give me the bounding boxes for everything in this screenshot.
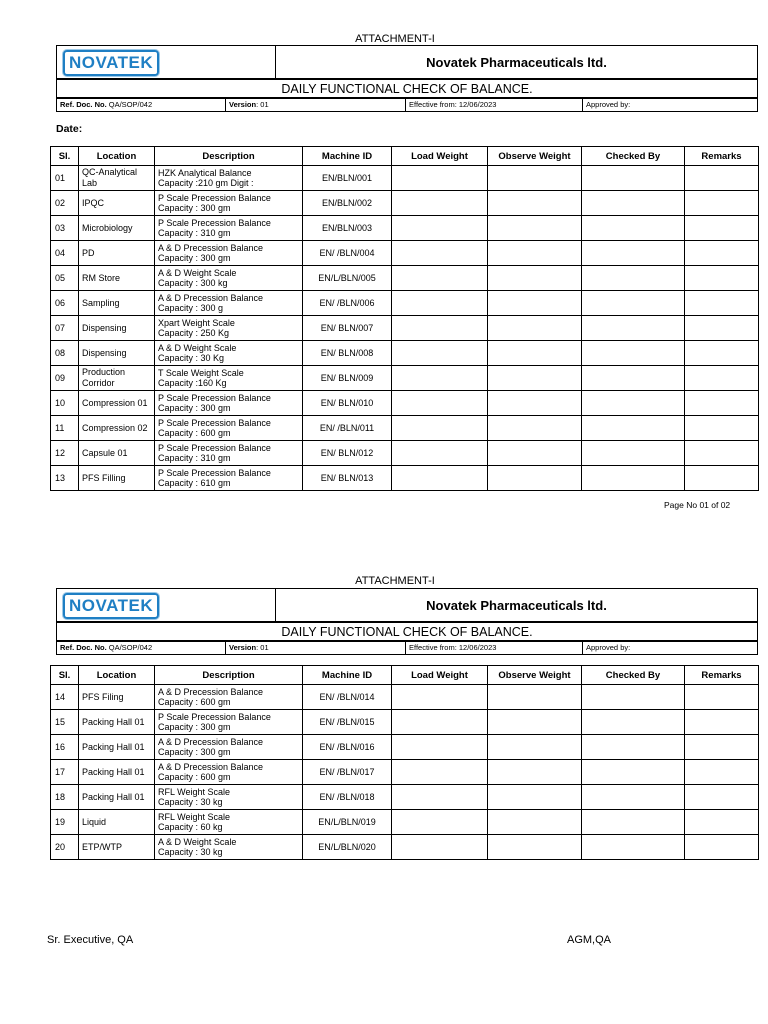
observe-weight-cell[interactable] (488, 760, 582, 785)
description-line: A & D Precession Balance (158, 687, 264, 697)
serial-cell: 19 (51, 810, 79, 835)
description-line: A & D Weight Scale (158, 268, 237, 278)
observe-weight-cell[interactable] (488, 316, 582, 341)
description-line: Capacity : 30 Kg (158, 353, 225, 363)
observe-weight-cell[interactable] (488, 366, 582, 391)
machine-id-cell: EN/ /BLN/017 (303, 760, 392, 785)
table-row (51, 316, 759, 341)
table-row (51, 441, 759, 466)
table-row (51, 835, 759, 860)
load-weight-cell[interactable] (392, 241, 488, 266)
column-header: Description (155, 147, 303, 166)
description-line: Capacity : 300 gm (158, 722, 231, 732)
reference-row (56, 640, 758, 655)
serial-cell: 02 (51, 191, 79, 216)
location-cell: Liquid (79, 810, 155, 835)
checked-by-cell[interactable] (582, 441, 685, 466)
column-header: Sl. (51, 666, 79, 685)
balance-table-page1 (50, 146, 759, 491)
load-weight-cell[interactable] (392, 291, 488, 316)
location-cell: Capsule 01 (79, 441, 155, 466)
date-label: Date: (56, 123, 83, 135)
description-cell (155, 441, 303, 466)
description-line: T Scale Weight Scale (158, 368, 244, 378)
description-line: A & D Precession Balance (158, 243, 264, 253)
observe-weight-cell[interactable] (488, 785, 582, 810)
load-weight-cell[interactable] (392, 835, 488, 860)
logo-cell (57, 589, 276, 623)
ref-doc (57, 98, 226, 112)
version-label: Version (229, 643, 257, 652)
remarks-cell[interactable] (685, 760, 759, 785)
ref-doc-label: Ref. Doc. No. (60, 643, 107, 652)
location-cell: ETP/WTP (79, 835, 155, 860)
remarks-cell[interactable] (685, 735, 759, 760)
checked-by-cell[interactable] (582, 760, 685, 785)
remarks-cell[interactable] (685, 316, 759, 341)
table-row (51, 760, 759, 785)
table-row (51, 366, 759, 391)
observe-weight-cell[interactable] (488, 166, 582, 191)
description-line: A & D Precession Balance (158, 762, 264, 772)
description-line: Capacity : 250 Kg (158, 328, 230, 338)
observe-weight-cell[interactable] (488, 466, 582, 491)
description-line: P Scale Precession Balance (158, 193, 271, 203)
remarks-cell[interactable] (685, 835, 759, 860)
table-row (51, 216, 759, 241)
table-row (51, 191, 759, 216)
column-header: Description (155, 666, 303, 685)
table-row (51, 266, 759, 291)
location-cell: Microbiology (79, 216, 155, 241)
table-row (51, 166, 759, 191)
machine-id-cell: EN/BLN/001 (303, 166, 392, 191)
serial-cell: 06 (51, 291, 79, 316)
remarks-cell[interactable] (685, 216, 759, 241)
table-row (51, 785, 759, 810)
novatek-logo: NOVATEK (63, 50, 159, 76)
table-row (51, 416, 759, 441)
load-weight-cell[interactable] (392, 166, 488, 191)
machine-id-cell: EN/ BLN/010 (303, 391, 392, 416)
approved-by: Approved by: (583, 641, 758, 655)
checked-by-cell[interactable] (582, 166, 685, 191)
document-header (56, 588, 758, 623)
remarks-cell[interactable] (685, 266, 759, 291)
table-row (51, 466, 759, 491)
machine-id-cell: EN/BLN/003 (303, 216, 392, 241)
column-header: Remarks (685, 666, 759, 685)
description-line: Xpart Weight Scale (158, 318, 235, 328)
table-row (51, 735, 759, 760)
description-line: Capacity : 310 gm (158, 453, 231, 463)
description-line: A & D Weight Scale (158, 343, 237, 353)
ref-doc-value: QA/SOP/042 (108, 643, 153, 652)
checked-by-cell[interactable] (582, 785, 685, 810)
description-line: Capacity : 300 g (158, 303, 224, 313)
serial-cell: 04 (51, 241, 79, 266)
machine-id-cell: EN/ /BLN/014 (303, 685, 392, 710)
attachment-label: ATTACHMENT-I (355, 33, 435, 45)
description-cell (155, 216, 303, 241)
serial-cell: 03 (51, 216, 79, 241)
description-line: A & D Precession Balance (158, 293, 264, 303)
observe-weight-cell[interactable] (488, 416, 582, 441)
description-line: Capacity :160 Kg (158, 378, 227, 388)
checked-by-cell[interactable] (582, 810, 685, 835)
title-block (56, 621, 758, 642)
company-name: Novatek Pharmaceuticals ltd. (276, 589, 758, 623)
load-weight-cell[interactable] (392, 760, 488, 785)
machine-id-cell: EN/ BLN/013 (303, 466, 392, 491)
description-cell (155, 810, 303, 835)
ref-doc-value: QA/SOP/042 (108, 100, 153, 109)
checked-by-cell[interactable] (582, 341, 685, 366)
location-cell: Compression 02 (79, 416, 155, 441)
description-cell (155, 341, 303, 366)
serial-cell: 17 (51, 760, 79, 785)
table-row (51, 341, 759, 366)
load-weight-cell[interactable] (392, 266, 488, 291)
location-cell: Packing Hall 01 (79, 785, 155, 810)
description-cell (155, 266, 303, 291)
load-weight-cell[interactable] (392, 735, 488, 760)
description-cell (155, 366, 303, 391)
description-line: P Scale Precession Balance (158, 393, 271, 403)
checked-by-cell[interactable] (582, 191, 685, 216)
version-label: Version (229, 100, 257, 109)
checked-by-cell[interactable] (582, 266, 685, 291)
remarks-cell[interactable] (685, 366, 759, 391)
description-line: Capacity : 300 gm (158, 203, 231, 213)
location-cell: QC-Analytical Lab (79, 166, 155, 191)
table-row (51, 810, 759, 835)
remarks-cell[interactable] (685, 166, 759, 191)
serial-cell: 08 (51, 341, 79, 366)
remarks-cell[interactable] (685, 441, 759, 466)
location-cell: Dispensing (79, 316, 155, 341)
location-cell: Production Corridor (79, 366, 155, 391)
remarks-cell[interactable] (685, 191, 759, 216)
description-line: Capacity : 60 kg (158, 822, 223, 832)
description-line: Capacity : 30 kg (158, 797, 223, 807)
location-cell: Packing Hall 01 (79, 760, 155, 785)
column-header: Machine ID (303, 147, 392, 166)
serial-cell: 11 (51, 416, 79, 441)
machine-id-cell: EN/ /BLN/006 (303, 291, 392, 316)
description-line: Capacity : 600 gm (158, 697, 231, 707)
remarks-cell[interactable] (685, 341, 759, 366)
load-weight-cell[interactable] (392, 710, 488, 735)
description-line: P Scale Precession Balance (158, 468, 271, 478)
description-line: HZK Analytical Balance (158, 168, 252, 178)
description-line: P Scale Precession Balance (158, 418, 271, 428)
effective-from: Effective from: 12/06/2023 (406, 98, 583, 112)
load-weight-cell[interactable] (392, 785, 488, 810)
description-cell (155, 416, 303, 441)
location-cell: Sampling (79, 291, 155, 316)
machine-id-cell: EN/ /BLN/018 (303, 785, 392, 810)
checked-by-cell[interactable] (582, 216, 685, 241)
table-header-row (51, 147, 759, 166)
column-header: Location (79, 147, 155, 166)
serial-cell: 15 (51, 710, 79, 735)
machine-id-cell: EN/L/BLN/019 (303, 810, 392, 835)
table-header-row (51, 666, 759, 685)
description-line: Capacity : 600 gm (158, 428, 231, 438)
checked-by-cell[interactable] (582, 710, 685, 735)
column-header: Load Weight (392, 666, 488, 685)
machine-id-cell: EN/ /BLN/011 (303, 416, 392, 441)
observe-weight-cell[interactable] (488, 710, 582, 735)
location-cell: Packing Hall 01 (79, 735, 155, 760)
table-row (51, 241, 759, 266)
observe-weight-cell[interactable] (488, 835, 582, 860)
load-weight-cell[interactable] (392, 366, 488, 391)
load-weight-cell[interactable] (392, 216, 488, 241)
description-cell (155, 835, 303, 860)
company-name: Novatek Pharmaceuticals ltd. (276, 46, 758, 80)
description-cell (155, 710, 303, 735)
serial-cell: 12 (51, 441, 79, 466)
machine-id-cell: EN/ BLN/012 (303, 441, 392, 466)
description-line: RFL Weight Scale (158, 787, 231, 797)
description-line: Capacity : 300 kg (158, 278, 228, 288)
effective-from: Effective from: 12/06/2023 (406, 641, 583, 655)
ref-doc (57, 641, 226, 655)
observe-weight-cell[interactable] (488, 341, 582, 366)
table-row (51, 710, 759, 735)
remarks-cell[interactable] (685, 685, 759, 710)
column-header: Checked By (582, 666, 685, 685)
balance-table-page2 (50, 665, 759, 860)
remarks-cell[interactable] (685, 810, 759, 835)
remarks-cell[interactable] (685, 466, 759, 491)
checked-by-cell[interactable] (582, 466, 685, 491)
page-number: Page No 01 of 02 (664, 500, 731, 510)
load-weight-cell[interactable] (392, 441, 488, 466)
load-weight-cell[interactable] (392, 416, 488, 441)
machine-id-cell: EN/ BLN/008 (303, 341, 392, 366)
machine-id-cell: EN/ /BLN/015 (303, 710, 392, 735)
checked-by-cell[interactable] (582, 416, 685, 441)
description-line: Capacity : 300 gm (158, 253, 231, 263)
serial-cell: 16 (51, 735, 79, 760)
load-weight-cell[interactable] (392, 191, 488, 216)
remarks-cell[interactable] (685, 391, 759, 416)
description-line: P Scale Precession Balance (158, 443, 271, 453)
description-cell (155, 466, 303, 491)
checked-by-cell[interactable] (582, 366, 685, 391)
checked-by-cell[interactable] (582, 735, 685, 760)
machine-id-cell: EN/ BLN/007 (303, 316, 392, 341)
column-header: Observe Weight (488, 147, 582, 166)
checked-by-cell[interactable] (582, 316, 685, 341)
description-line: A & D Precession Balance (158, 737, 264, 747)
location-cell: PFS Filling (79, 466, 155, 491)
description-line: RFL Weight Scale (158, 812, 231, 822)
column-header: Machine ID (303, 666, 392, 685)
logo-cell (57, 46, 276, 80)
version (226, 98, 406, 112)
description-line: Capacity : 30 kg (158, 847, 223, 857)
signature-right: AGM,QA (567, 934, 612, 946)
column-header: Observe Weight (488, 666, 582, 685)
column-header: Load Weight (392, 147, 488, 166)
title-block (56, 78, 758, 99)
column-header: Location (79, 666, 155, 685)
checked-by-cell[interactable] (582, 291, 685, 316)
description-cell (155, 685, 303, 710)
serial-cell: 01 (51, 166, 79, 191)
column-header: Sl. (51, 147, 79, 166)
location-cell: Dispensing (79, 341, 155, 366)
location-cell: Compression 01 (79, 391, 155, 416)
remarks-cell[interactable] (685, 416, 759, 441)
description-cell (155, 191, 303, 216)
table-row (51, 391, 759, 416)
checked-by-cell[interactable] (582, 391, 685, 416)
approved-by: Approved by: (583, 98, 758, 112)
observe-weight-cell[interactable] (488, 291, 582, 316)
serial-cell: 13 (51, 466, 79, 491)
version (226, 641, 406, 655)
description-cell (155, 760, 303, 785)
load-weight-cell[interactable] (392, 810, 488, 835)
serial-cell: 07 (51, 316, 79, 341)
table-row (51, 685, 759, 710)
description-cell (155, 785, 303, 810)
remarks-cell[interactable] (685, 241, 759, 266)
description-cell (155, 391, 303, 416)
description-line: Capacity : 300 gm (158, 747, 231, 757)
machine-id-cell: EN/BLN/002 (303, 191, 392, 216)
description-line: A & D Weight Scale (158, 837, 237, 847)
remarks-cell[interactable] (685, 785, 759, 810)
observe-weight-cell[interactable] (488, 735, 582, 760)
location-cell: PD (79, 241, 155, 266)
machine-id-cell: EN/ /BLN/004 (303, 241, 392, 266)
load-weight-cell[interactable] (392, 685, 488, 710)
table-row (51, 291, 759, 316)
description-cell (155, 316, 303, 341)
version-value: : 01 (256, 643, 269, 652)
description-line: Capacity : 610 gm (158, 478, 231, 488)
location-cell: IPQC (79, 191, 155, 216)
version-value: : 01 (256, 100, 269, 109)
machine-id-cell: EN/L/BLN/020 (303, 835, 392, 860)
attachment-label: ATTACHMENT-I (355, 575, 435, 587)
checked-by-cell[interactable] (582, 835, 685, 860)
signature-left: Sr. Executive, QA (47, 934, 134, 946)
document-title: DAILY FUNCTIONAL CHECK OF BALANCE. (57, 622, 758, 642)
reference-row (56, 97, 758, 112)
description-cell (155, 735, 303, 760)
description-line: Capacity : 600 gm (158, 772, 231, 782)
observe-weight-cell[interactable] (488, 391, 582, 416)
observe-weight-cell[interactable] (488, 266, 582, 291)
load-weight-cell[interactable] (392, 391, 488, 416)
description-line: P Scale Precession Balance (158, 218, 271, 228)
location-cell: PFS Filing (79, 685, 155, 710)
description-cell (155, 241, 303, 266)
location-cell: RM Store (79, 266, 155, 291)
serial-cell: 14 (51, 685, 79, 710)
observe-weight-cell[interactable] (488, 191, 582, 216)
novatek-logo: NOVATEK (63, 593, 159, 619)
description-cell (155, 166, 303, 191)
serial-cell: 20 (51, 835, 79, 860)
serial-cell: 18 (51, 785, 79, 810)
observe-weight-cell[interactable] (488, 810, 582, 835)
checked-by-cell[interactable] (582, 241, 685, 266)
column-header: Remarks (685, 147, 759, 166)
observe-weight-cell[interactable] (488, 216, 582, 241)
observe-weight-cell[interactable] (488, 441, 582, 466)
description-line: Capacity : 310 gm (158, 228, 231, 238)
observe-weight-cell[interactable] (488, 241, 582, 266)
document-title: DAILY FUNCTIONAL CHECK OF BALANCE. (57, 79, 758, 99)
document-header (56, 45, 758, 80)
load-weight-cell[interactable] (392, 316, 488, 341)
description-line: Capacity :210 gm Digit : (158, 178, 254, 188)
description-cell (155, 291, 303, 316)
load-weight-cell[interactable] (392, 341, 488, 366)
serial-cell: 05 (51, 266, 79, 291)
machine-id-cell: EN/ BLN/009 (303, 366, 392, 391)
location-cell: Packing Hall 01 (79, 710, 155, 735)
machine-id-cell: EN/ /BLN/016 (303, 735, 392, 760)
checked-by-cell[interactable] (582, 685, 685, 710)
description-line: Capacity : 300 gm (158, 403, 231, 413)
remarks-cell[interactable] (685, 710, 759, 735)
machine-id-cell: EN/L/BLN/005 (303, 266, 392, 291)
serial-cell: 10 (51, 391, 79, 416)
serial-cell: 09 (51, 366, 79, 391)
remarks-cell[interactable] (685, 291, 759, 316)
observe-weight-cell[interactable] (488, 685, 582, 710)
load-weight-cell[interactable] (392, 466, 488, 491)
column-header: Checked By (582, 147, 685, 166)
description-line: P Scale Precession Balance (158, 712, 271, 722)
ref-doc-label: Ref. Doc. No. (60, 100, 107, 109)
